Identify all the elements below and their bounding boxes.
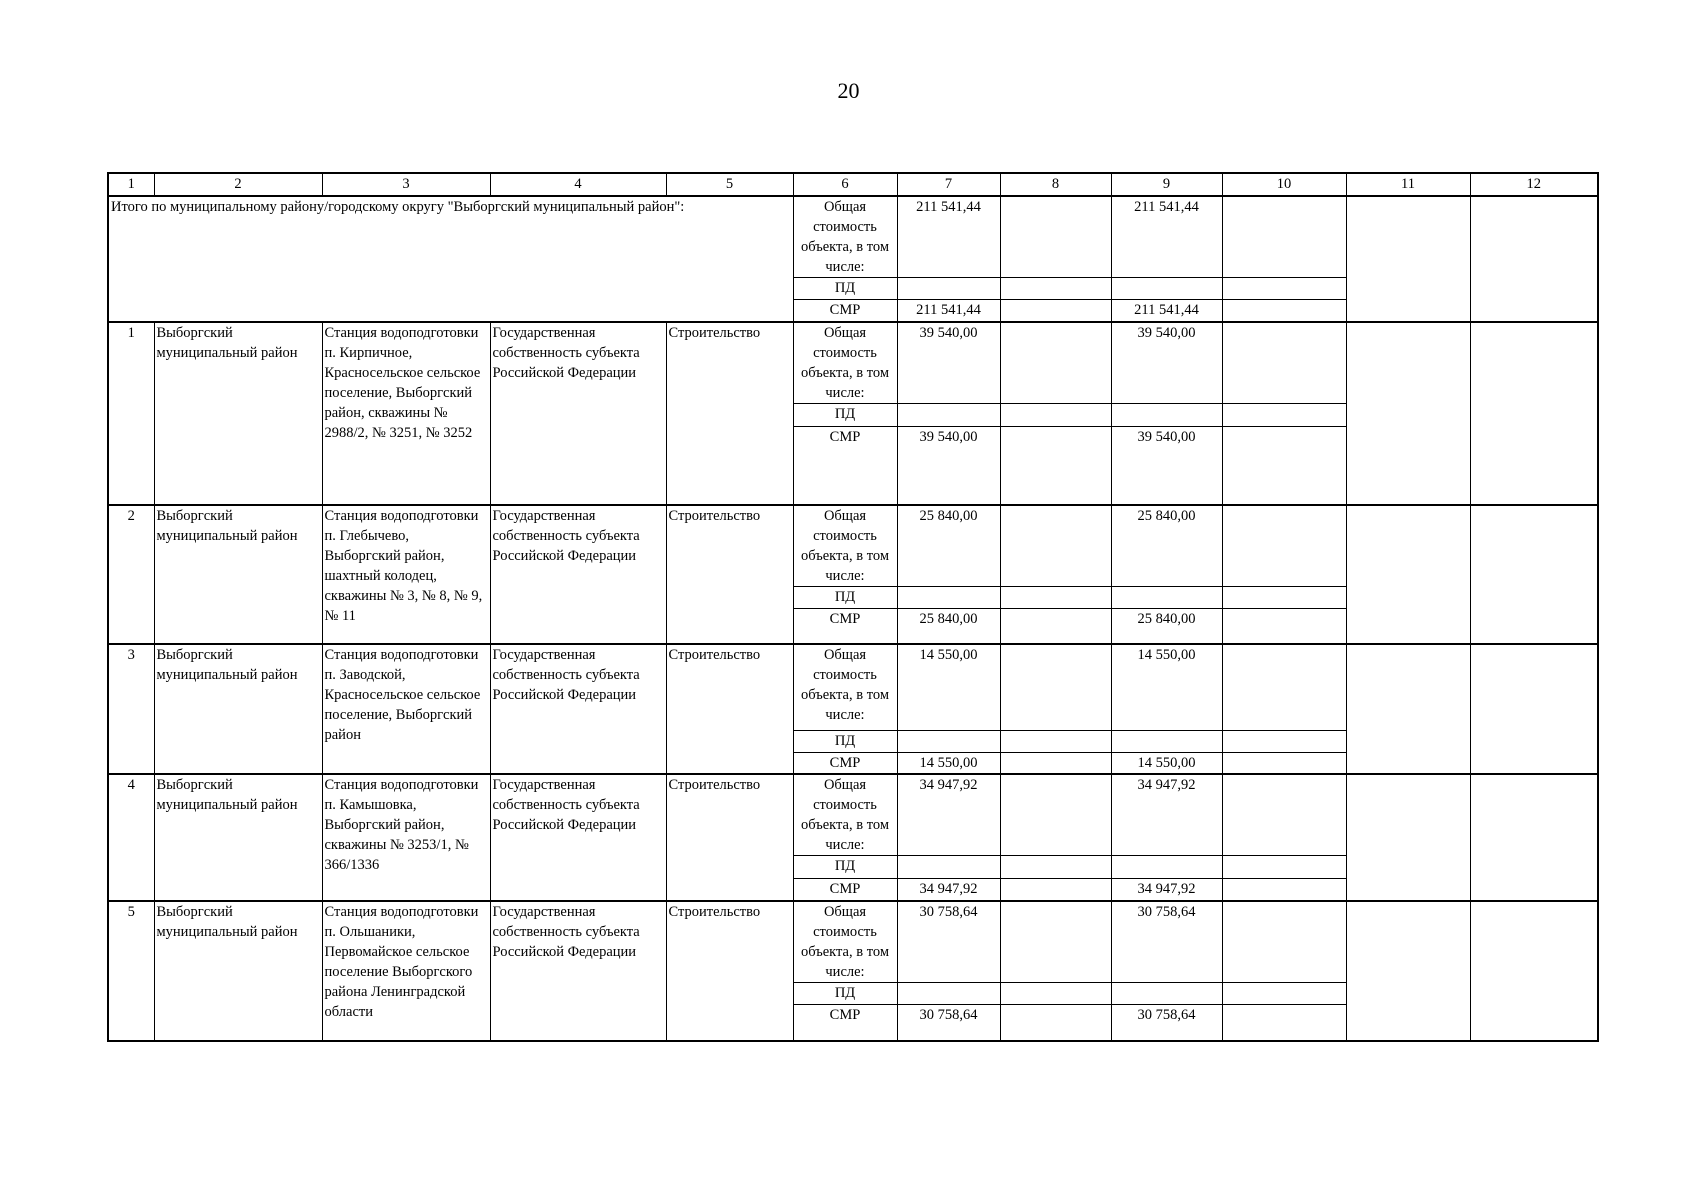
cost-col10 [1222,644,1346,730]
cost-col8 [1000,879,1111,901]
object-ownership: Государственная собственность субъекта Российской Федерации [490,505,666,645]
cost-type: Общая стоимость объекта, в том числе: [793,196,897,278]
cost-col10 [1222,322,1346,404]
cost-col9: 211 541,44 [1111,300,1222,322]
cost-col10 [1222,901,1346,983]
object-number: 1 [108,322,154,505]
cost-type: ПД [793,730,897,752]
cost-type: СМР [793,427,897,505]
cost-col9 [1111,278,1222,300]
cost-col9 [1111,586,1222,608]
cost-col10 [1222,196,1346,278]
cost-col7: 211 541,44 [897,300,1000,322]
cost-col8 [1000,300,1111,322]
column-number: 8 [1000,173,1111,196]
cost-col11 [1346,505,1470,645]
cost-col11 [1346,774,1470,901]
cost-type: СМР [793,1005,897,1041]
object-name: Станция водоподготовки п. Ольшаники, Первомайское сельское поселение Выборгского района Ленинградской области [322,901,490,1041]
cost-col8 [1000,586,1111,608]
cost-col9 [1111,404,1222,427]
page-number: 20 [837,78,860,103]
cost-col8 [1000,901,1111,983]
object-district: Выборгский муниципальный район [154,644,322,774]
object-row-general [108,505,1598,587]
column-number: 10 [1222,173,1346,196]
object-ownership: Государственная собственность субъекта Российской Федерации [490,774,666,901]
cost-col8 [1000,322,1111,404]
cost-col7: 25 840,00 [897,505,1000,587]
cost-col8 [1000,608,1111,644]
object-district: Выборгский муниципальный район [154,901,322,1041]
cost-type: ПД [793,586,897,608]
cost-col10 [1222,983,1346,1005]
cost-col7 [897,983,1000,1005]
cost-col10 [1222,730,1346,752]
object-row-general [108,644,1598,730]
cost-col10 [1222,774,1346,856]
column-number: 4 [490,173,666,196]
cost-col9: 34 947,92 [1111,879,1222,901]
total-label: Итого по муниципальному району/городскому округу "Выборгский муниципальный район": [108,196,793,322]
cost-col9: 39 540,00 [1111,322,1222,404]
column-number: 1 [108,173,154,196]
cost-col10 [1222,752,1346,774]
cost-col8 [1000,983,1111,1005]
cost-col7: 39 540,00 [897,427,1000,505]
cost-col10 [1222,586,1346,608]
cost-type: СМР [793,608,897,644]
cost-col10 [1222,427,1346,505]
cost-col9: 14 550,00 [1111,752,1222,774]
cost-type: СМР [793,300,897,322]
cost-type: СМР [793,752,897,774]
object-name: Станция водоподготовки п. Камышовка, Выборгский район, скважины № 3253/1, № 366/1336 [322,774,490,901]
cost-col7: 25 840,00 [897,608,1000,644]
object-name: Станция водоподготовки п. Глебычево, Выборгский район, шахтный колодец, скважины № 3, № 8, № 9, № 11 [322,505,490,645]
column-number: 3 [322,173,490,196]
cost-type: ПД [793,983,897,1005]
cost-col7 [897,404,1000,427]
object-work-type: Строительство [666,774,793,901]
cost-type: ПД [793,404,897,427]
cost-type: ПД [793,278,897,300]
object-district: Выборгский муниципальный район [154,322,322,505]
cost-col11 [1346,644,1470,774]
cost-col9: 30 758,64 [1111,1005,1222,1041]
cost-col7: 14 550,00 [897,752,1000,774]
object-district: Выборгский муниципальный район [154,774,322,901]
cost-col12 [1470,901,1598,1041]
cost-col11 [1346,322,1470,505]
object-number: 2 [108,505,154,645]
cost-col8 [1000,752,1111,774]
cost-col10 [1222,300,1346,322]
column-number: 5 [666,173,793,196]
cost-col7: 34 947,92 [897,879,1000,901]
cost-col10 [1222,608,1346,644]
object-row-general [108,774,1598,856]
cost-type: СМР [793,879,897,901]
column-number-row [108,173,1598,196]
cost-col12 [1470,774,1598,901]
object-ownership: Государственная собственность субъекта Российской Федерации [490,901,666,1041]
cost-col7: 34 947,92 [897,774,1000,856]
column-number: 11 [1346,173,1470,196]
column-number: 9 [1111,173,1222,196]
cost-type: Общая стоимость объекта, в том числе: [793,505,897,587]
cost-col9 [1111,730,1222,752]
column-number: 6 [793,173,897,196]
cost-col9: 39 540,00 [1111,427,1222,505]
cost-col9 [1111,856,1222,879]
object-name: Станция водоподготовки п. Заводской, Красносельское сельское поселение, Выборгский район [322,644,490,774]
cost-type: Общая стоимость объекта, в том числе: [793,901,897,983]
object-number: 3 [108,644,154,774]
cost-col7: 30 758,64 [897,1005,1000,1041]
cost-col9: 14 550,00 [1111,644,1222,730]
cost-col12 [1470,505,1598,645]
cost-col8 [1000,1005,1111,1041]
object-ownership: Государственная собственность субъекта Российской Федерации [490,322,666,505]
column-number: 2 [154,173,322,196]
cost-col10 [1222,278,1346,300]
object-ownership: Государственная собственность субъекта Российской Федерации [490,644,666,774]
object-row-general [108,901,1598,983]
cost-col8 [1000,774,1111,856]
cost-col10 [1222,879,1346,901]
cost-col7 [897,278,1000,300]
object-work-type: Строительство [666,322,793,505]
object-name: Станция водоподготовки п. Кирпичное, Красносельское сельское поселение, Выборгский район, скважины № 2988/2, № 3251, № 3252 [322,322,490,505]
object-district: Выборгский муниципальный район [154,505,322,645]
cost-col7 [897,730,1000,752]
cost-col7: 211 541,44 [897,196,1000,278]
cost-col9: 34 947,92 [1111,774,1222,856]
cost-col11 [1346,901,1470,1041]
cost-type: Общая стоимость объекта, в том числе: [793,644,897,730]
cost-type: ПД [793,856,897,879]
cost-col7: 14 550,00 [897,644,1000,730]
object-row-general [108,322,1598,404]
cost-col9: 30 758,64 [1111,901,1222,983]
cost-col8 [1000,644,1111,730]
cost-col7 [897,586,1000,608]
cost-type: Общая стоимость объекта, в том числе: [793,322,897,404]
cost-col7 [897,856,1000,879]
object-number: 5 [108,901,154,1041]
object-work-type: Строительство [666,901,793,1041]
cost-col10 [1222,856,1346,879]
object-work-type: Строительство [666,644,793,774]
cost-col8 [1000,856,1111,879]
cost-col12 [1470,322,1598,505]
cost-col9: 25 840,00 [1111,608,1222,644]
column-number: 12 [1470,173,1598,196]
column-number: 7 [897,173,1000,196]
cost-col11 [1346,196,1470,322]
cost-col9 [1111,983,1222,1005]
cost-col10 [1222,505,1346,587]
cost-type: Общая стоимость объекта, в том числе: [793,774,897,856]
cost-col8 [1000,427,1111,505]
cost-col10 [1222,404,1346,427]
cost-col12 [1470,644,1598,774]
cost-col8 [1000,404,1111,427]
object-number: 4 [108,774,154,901]
cost-col7: 30 758,64 [897,901,1000,983]
cost-col8 [1000,196,1111,278]
cost-col10 [1222,1005,1346,1041]
investment-table [107,172,1599,1042]
cost-col8 [1000,505,1111,587]
cost-col7: 39 540,00 [897,322,1000,404]
total-row-general [108,196,1598,278]
cost-col12 [1470,196,1598,322]
cost-col9: 211 541,44 [1111,196,1222,278]
object-work-type: Строительство [666,505,793,645]
cost-col9: 25 840,00 [1111,505,1222,587]
cost-col8 [1000,730,1111,752]
cost-col8 [1000,278,1111,300]
